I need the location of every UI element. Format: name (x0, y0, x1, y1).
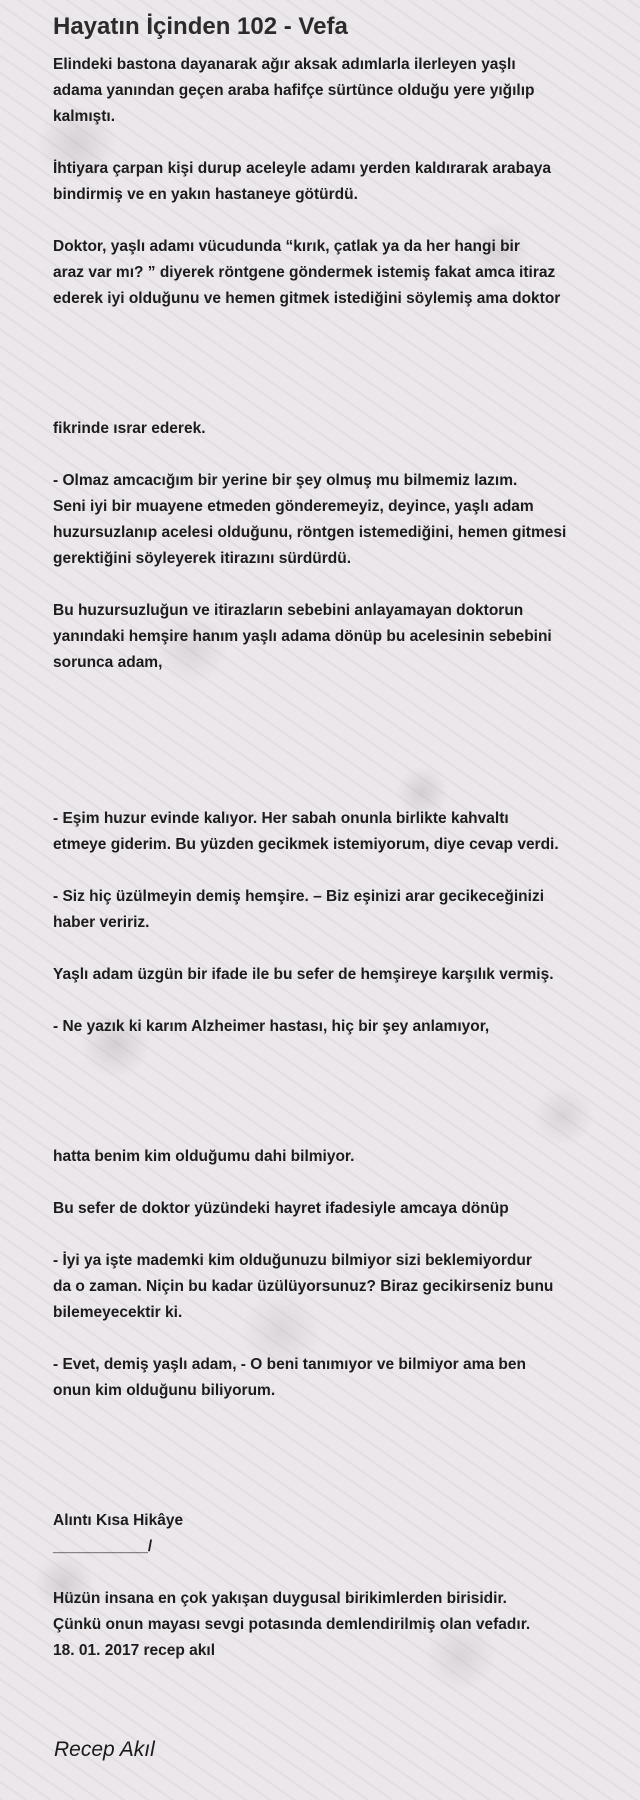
paragraph: Elindeki bastona dayanarak ağır aksak adımlarla ilerleyen yaşlı adama yanından geçen araba hafifçe sürtünce olduğu yere yığılıp kalmıştı. (53, 56, 535, 125)
paragraph: hatta benim kim olduğumu dahi bilmiyor. (53, 1148, 355, 1165)
paragraph-spacer (53, 1222, 590, 1248)
paragraph: Doktor, yaşlı adamı vücudunda “kırık, çatlak ya da her hangi bir araz var mı? ” diyerek röntgene göndermek istemiş fakat amca itiraz ederek iyi olduğunu ve hemen gitmek istediğini söylemiş ama doktor (53, 238, 561, 307)
paragraph-spacer (53, 130, 590, 156)
paragraph: Yaşlı adam üzgün bir ifade ile bu sefer de hemşireye karşılık vermiş. (53, 966, 554, 983)
paragraph-spacer (53, 442, 590, 468)
paragraph: - İyi ya işte mademki kim olduğunuzu bilmiyor sizi beklemiyordur da o zaman. Niçin bu kadar üzülüyorsunuz? Biraz gecikirseniz bunu bilemeyecektir ki. (53, 1252, 554, 1321)
closing-note: Hüzün insana en çok yakışan duygusal birikimlerden birisidir. Çünkü onun mayası sevgi potasında demlendirilmiş olan vefadır. 18. 01. 2017 recep akıl (53, 1590, 531, 1659)
paragraph-spacer (53, 208, 590, 234)
paragraph: - Evet, demiş yaşlı adam, - O beni tanımıyor ve bilmiyor ama ben onun kim olduğunu biliyorum. (53, 1356, 526, 1399)
paragraph-spacer (53, 1560, 590, 1586)
author-name[interactable]: Recep Akıl (54, 1738, 155, 1761)
paragraph: fikrinde ısrar ederek. (53, 420, 206, 437)
paragraph-spacer (53, 988, 590, 1014)
page-title: Hayatın İçinden 102 - Vefa (53, 13, 348, 40)
paragraph-spacer (53, 1170, 590, 1196)
ad-gap (53, 1040, 590, 1144)
paragraph-spacer (53, 1326, 590, 1352)
paragraph: - Olmaz amcacığım bir yerine bir şey olmuş mu bilmemiz lazım. Seni iyi bir muayene etmeden gönderemeyiz, deyince, yaşlı adam huzursuzlanıp acelesi olduğunu, röntgen istemediğini, hemen gitmesi gerektiğini söyleyerek itirazını sürdürdü. (53, 472, 567, 567)
ad-gap (53, 312, 590, 416)
paragraph: - Eşim huzur evinde kalıyor. Her sabah onunla birlikte kahvaltı etmeye giderim. Bu yüzden gecikmek istemiyorum, diye cevap verdi. (53, 810, 559, 853)
paragraph: Bu huzursuzluğun ve itirazların sebebini anlayamayan doktorun yanındaki hemşire hanım yaşlı adama dönüp bu acelesinin sebebini sorunca adam, (53, 602, 552, 671)
paragraph: Bu sefer de doktor yüzündeki hayret ifadesiyle amcaya dönüp (53, 1200, 509, 1217)
paragraph: - Ne yazık ki karım Alzheimer hastası, hiç bir şey anlamıyor, (53, 1018, 490, 1035)
ad-gap (53, 1404, 590, 1508)
paragraph-spacer (53, 936, 590, 962)
paragraph: İhtiyara çarpan kişi durup aceleyle adamı yerden kaldırarak arabaya bindirmiş ve en yakın hastaneye götürdü. (53, 160, 551, 203)
paragraph-spacer (53, 572, 590, 598)
source-note: Alıntı Kısa Hikâye ___________/ (53, 1512, 184, 1555)
paragraph: - Siz hiç üzülmeyin demiş hemşire. – Biz eşinizi arar gecikeceğinizi haber veririz. (53, 888, 545, 931)
paragraph-spacer (53, 858, 590, 884)
ad-gap (53, 676, 590, 806)
story-body (53, 52, 590, 1664)
